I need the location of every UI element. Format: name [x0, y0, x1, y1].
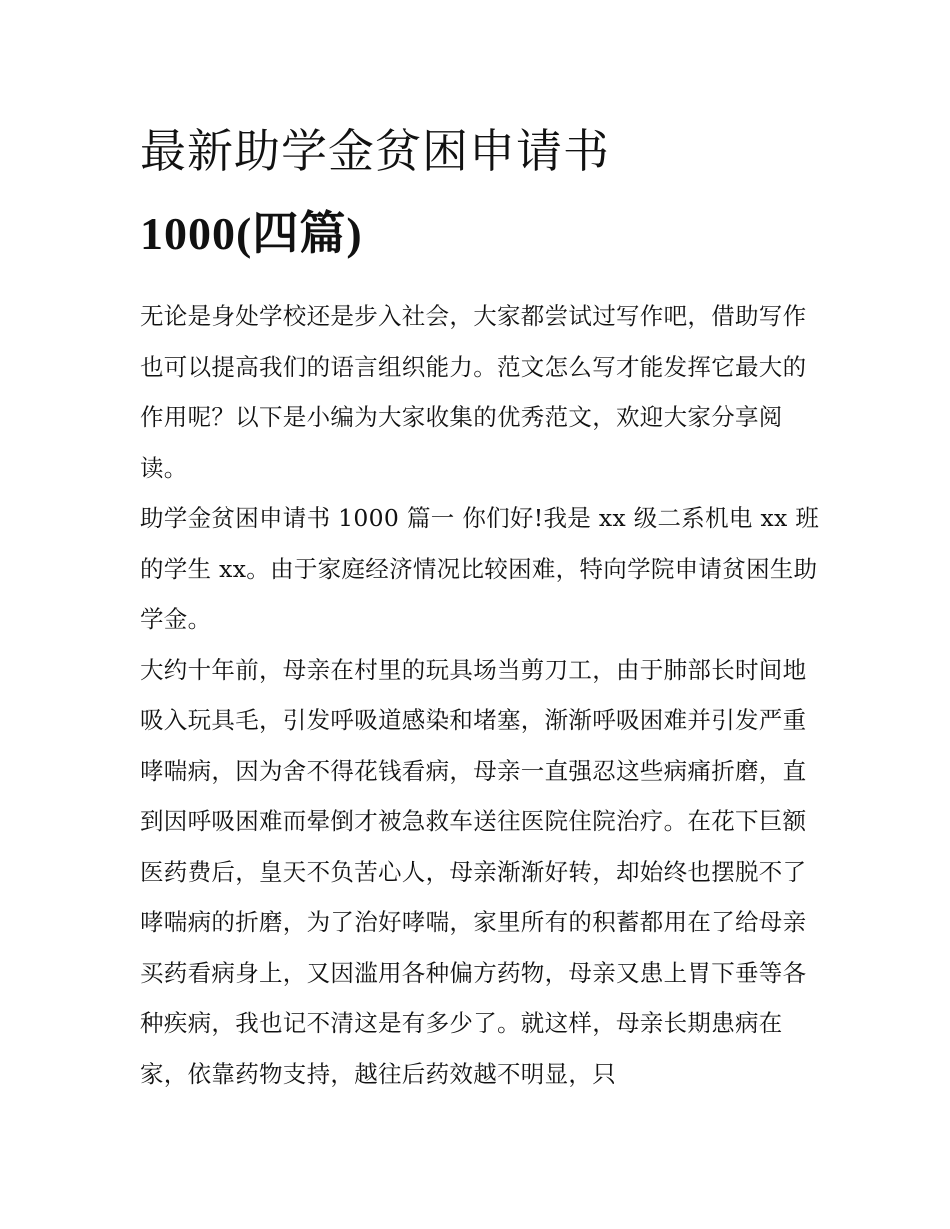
document-title — [140, 110, 820, 275]
title-line-1: 最新助学金贫困申请书 — [140, 124, 610, 178]
title-line-2: 1000(四篇) — [140, 208, 363, 259]
paragraph-application: 助学金贫困申请书 1000 篇一 你们好!我是 xx 级二系机电 xx 班的学生 xx。由于家庭经济情况比较困难，特向学院申请贫困生助学金。 — [140, 504, 820, 633]
paragraph-family-situation: 大约十年前，母亲在村里的玩具场当剪刀工，由于肺部长时间地吸入玩具毛，引发呼吸道感染和堵塞，渐渐呼吸困难并引发严重哮喘病，因为舍不得花钱看病，母亲一直强忍这些病痛折磨，直到因呼吸困难而晕倒才被急救车送往医院住院治疗。在花下巨额医药费后，皇天不负苦心人，母亲渐渐好转，却始终也摆脱不了哮喘病的折磨，为了治好哮喘，家里所有的积蓄都用在了给母亲买药看病身上，又因滥用各种偏方药物，母亲又患上胃下垂等各种疾病，我也记不清这是有多少了。就这样，母亲长期患病在家，依靠药物支持，越往后药效越不明显，只 — [140, 655, 807, 1088]
document-page — [140, 110, 820, 1099]
paragraph-intro: 无论是身处学校还是步入社会，大家都尝试过写作吧，借助写作也可以提高我们的语言组织能力。范文怎么写才能发挥它最大的作用呢？以下是小编为大家收集的优秀范文，欢迎大家分享阅读。 — [140, 302, 807, 482]
